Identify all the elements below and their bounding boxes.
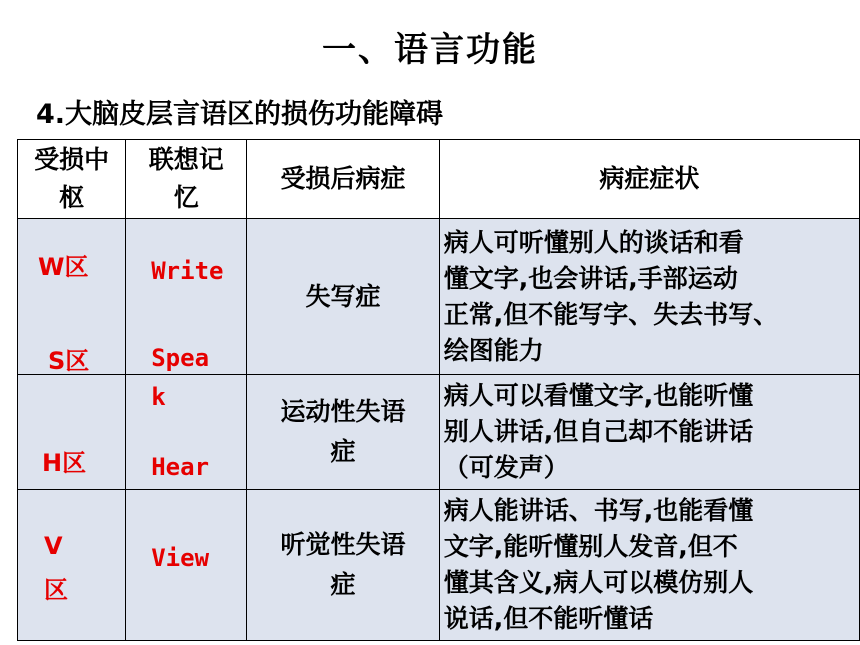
table-row (18, 219, 860, 375)
section-subtitle: 4.大脑皮层言语区的损伤功能障碍 (36, 99, 444, 130)
memory-speak-part2: k (151, 383, 166, 411)
header-symptoms: 病症症状 (439, 140, 859, 219)
header-disease: 受损后病症 (247, 140, 439, 219)
cell-symptoms: 病人可听懂别人的谈话和看 懂文字,也会讲话,手部运动 正常,但不能写字、失去书写、 绘图能力 (439, 219, 859, 375)
cell-center (18, 490, 126, 641)
table-row (18, 375, 860, 490)
cell-memory (126, 490, 247, 641)
table-row (18, 490, 860, 641)
area-h-label: H区 (42, 449, 87, 477)
header-associative-memory: 联想记 忆 (126, 140, 247, 219)
header-damaged-center: 受损中 枢 (18, 140, 126, 219)
cell-disease: 失写症 (247, 219, 439, 375)
memory-write: Write (151, 257, 224, 285)
cell-memory (126, 375, 247, 490)
table-header-row (18, 140, 860, 219)
area-v-label: V (44, 532, 63, 560)
cell-disease: 听觉性失语 症 (247, 490, 439, 641)
cell-memory (126, 219, 247, 375)
cell-symptoms: 病人可以看懂文字,也能听懂 别人讲话,但自己却不能讲话 （可发声） (439, 375, 859, 490)
area-v-suffix: 区 (44, 576, 68, 604)
memory-view: View (151, 544, 210, 572)
page-title: 一、语言功能 (322, 30, 538, 70)
area-w-label: W区 (38, 253, 89, 281)
cell-disease: 运动性失语 症 (247, 375, 439, 490)
memory-speak-part1: Spea (151, 344, 210, 372)
cell-center (18, 375, 126, 490)
cell-symptoms: 病人能讲话、书写,也能看懂 文字,能听懂别人发音,但不 懂其含义,病人可以模仿别人 说话,但不能听懂话 (439, 490, 859, 641)
area-s-label: S区 (48, 347, 90, 375)
language-area-table (17, 139, 860, 641)
cell-center (18, 219, 126, 375)
memory-hear: Hear (151, 453, 210, 481)
